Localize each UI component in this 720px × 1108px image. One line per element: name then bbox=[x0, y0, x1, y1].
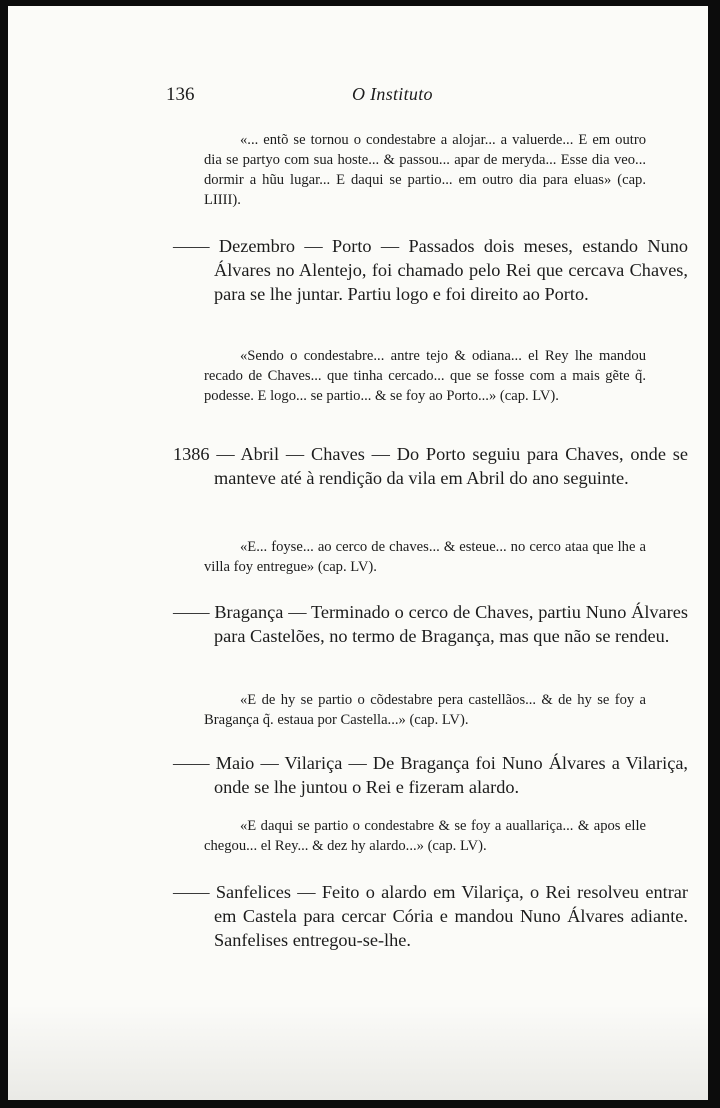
quote-text: «E de hy se partio o cõdestabre pera castellãos... & de hy se foy a Bragança q̃. estaua por Castella...» (cap. LV). bbox=[204, 692, 646, 728]
quote-block bbox=[204, 130, 646, 210]
chronology-entry: —— Dezembro — Porto — Passados dois meses, estando Nuno Álvares no Alentejo, foi chamado pelo Rei que cercava Chaves, para se lhe juntar. Partiu logo e foi direito ao Porto. bbox=[173, 236, 688, 304]
quote-block bbox=[204, 816, 646, 856]
quote-text: «... entõ se tornou o condestabre a alojar... a valuerde... E em outro dia se partyo com sua hoste... & passou... apar de meryda... Esse dia veo... dormir a hũu lugar... E daqui se partio... em outro dia para eluas» (cap. LIIII). bbox=[204, 132, 646, 208]
quote-block bbox=[204, 537, 646, 577]
chronology-entry: —— Maio — Vilariça — De Bragança foi Nuno Álvares a Vilariça, onde se lhe juntou o Rei e fizeram alardo. bbox=[173, 753, 688, 797]
quote-text: «E daqui se partio o condestabre & se foy a auallariça... & apos elle chegou... el Rey... & dez hy alardo...» (cap. LV). bbox=[204, 818, 646, 854]
book-page bbox=[8, 6, 708, 1100]
chronology-entry: 1386 — Abril — Chaves — Do Porto seguiu para Chaves, onde se manteve até à rendição da vila em Abril do ano seguinte. bbox=[173, 444, 688, 488]
quote-text: «Sendo o condestabre... antre tejo & odiana... el Rey lhe mandou recado de Chaves... que tinha cercado... que se fosse com a mais gẽte q̃. podesse. E logo... se partio... & se foy ao Porto...» (cap. LV). bbox=[204, 348, 646, 404]
page-number: 136 bbox=[166, 84, 195, 105]
quote-text: «E... foyse... ao cerco de chaves... & esteue... no cerco ataa que lhe a villa foy entregue» (cap. LV). bbox=[204, 539, 646, 575]
quote-block bbox=[204, 690, 646, 730]
chronology-entry: —— Bragança — Terminado o cerco de Chaves, partiu Nuno Álvares para Castelões, no termo de Bragança, mas que não se rendeu. bbox=[173, 602, 688, 646]
page-header bbox=[8, 84, 708, 114]
quote-block bbox=[204, 346, 646, 406]
running-title: O Instituto bbox=[352, 84, 433, 104]
chronology-entry: —— Sanfelices — Feito o alardo em Vilariça, o Rei resolveu entrar em Castela para cercar Cória e mandou Nuno Álvares adiante. Sanfelises entregou-se-lhe. bbox=[173, 882, 688, 950]
